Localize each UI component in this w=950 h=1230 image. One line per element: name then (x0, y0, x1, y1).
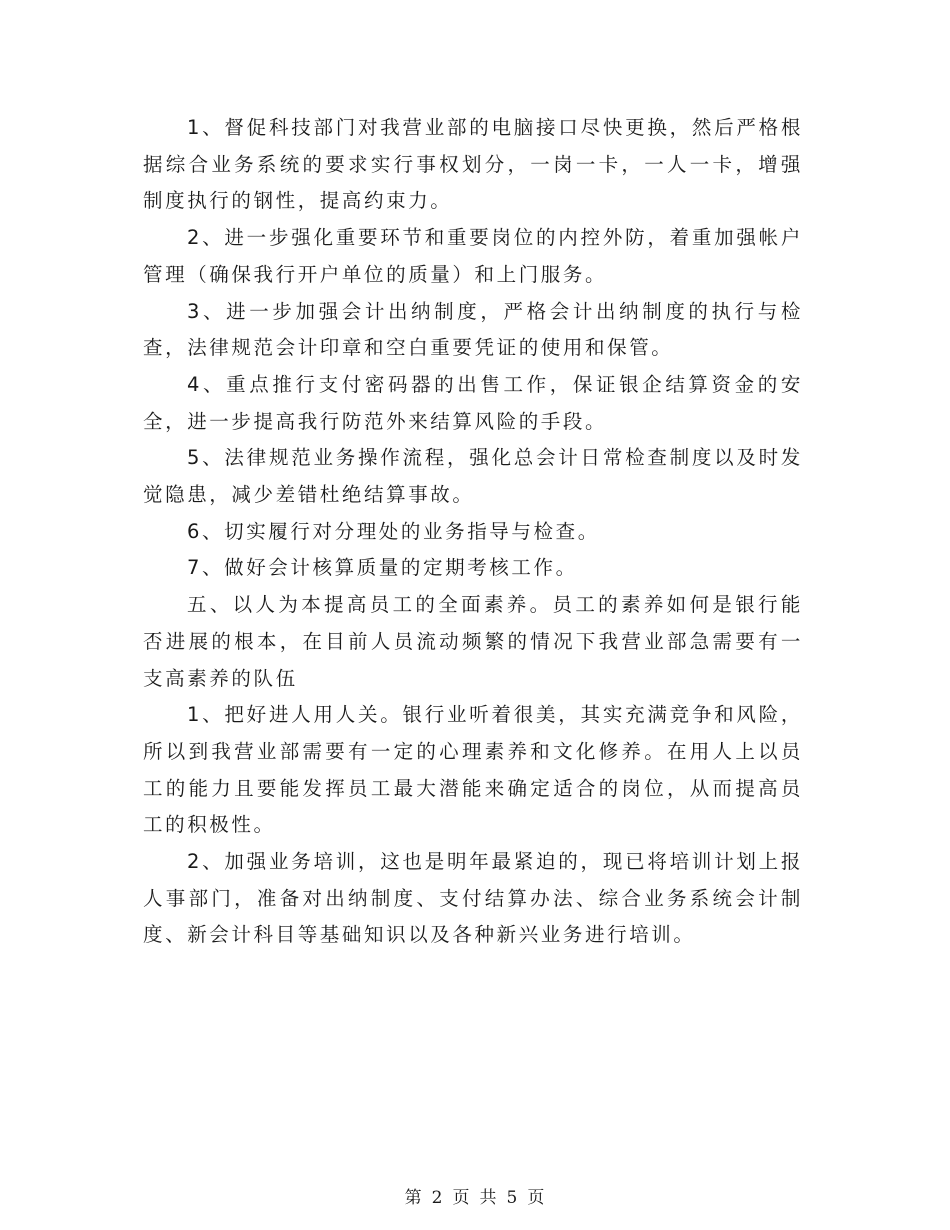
paragraph: 1、把好进人用人关。银行业听着很美，其实充满竞争和风险，所以到我营业部需要有一定的心理素养和文化修养。在用人上以员工的能力且要能发挥员工最大潜能来确定适合的岗位，从而提高员工的积极性。 (143, 703, 803, 837)
page-footer (0, 1183, 950, 1208)
total-prefix: 共 (479, 1188, 498, 1208)
total-unit: 页 (527, 1188, 546, 1208)
paragraph: 1、督促科技部门对我营业部的电脑接口尽快更换，然后严格根据综合业务系统的要求实行事权划分，一岗一卡，一人一卡，增强制度执行的钢性，提高约束力。 (143, 116, 803, 213)
paragraph: 4、重点推行支付密码器的出售工作，保证银企结算资金的安全，进一步提高我行防范外来结算风险的手段。 (143, 372, 803, 433)
current-page-number: 2 (431, 1188, 444, 1208)
total-page-count: 5 (506, 1188, 519, 1208)
paragraph: 7、做好会计核算质量的定期考核工作。 (187, 556, 578, 580)
page-unit: 页 (452, 1188, 471, 1208)
page-prefix: 第 (404, 1188, 423, 1208)
paragraph: 2、进一步强化重要环节和重要岗位的内控外防，着重加强帐户管理（确保我行开户单位的质量）和上门服务。 (143, 226, 803, 286)
paragraph: 5、法律规范业务操作流程，强化总会计日常检查制度以及时发觉隐患，减少差错杜绝结算事故。 (143, 446, 803, 507)
paragraph: 3、进一步加强会计出纳制度，严格会计出纳制度的执行与检查，法律规范会计印章和空白重要凭证的使用和保管。 (143, 299, 803, 360)
document-body (143, 110, 803, 954)
paragraph: 6、切实履行对分理处的业务指导与检查。 (187, 519, 600, 543)
paragraph: 2、加强业务培训，这也是明年最紧迫的，现已将培训计划上报人事部门，准备对出纳制度、支付结算办法、综合业务系统会计制度、新会计科目等基础知识以及各种新兴业务进行培训。 (143, 850, 803, 947)
section-heading-paragraph: 五、以人为本提高员工的全面素养。员工的素养如何是银行能否进展的根本，在目前人员流动频繁的情况下我营业部急需要有一支高素养的队伍 (143, 593, 803, 690)
